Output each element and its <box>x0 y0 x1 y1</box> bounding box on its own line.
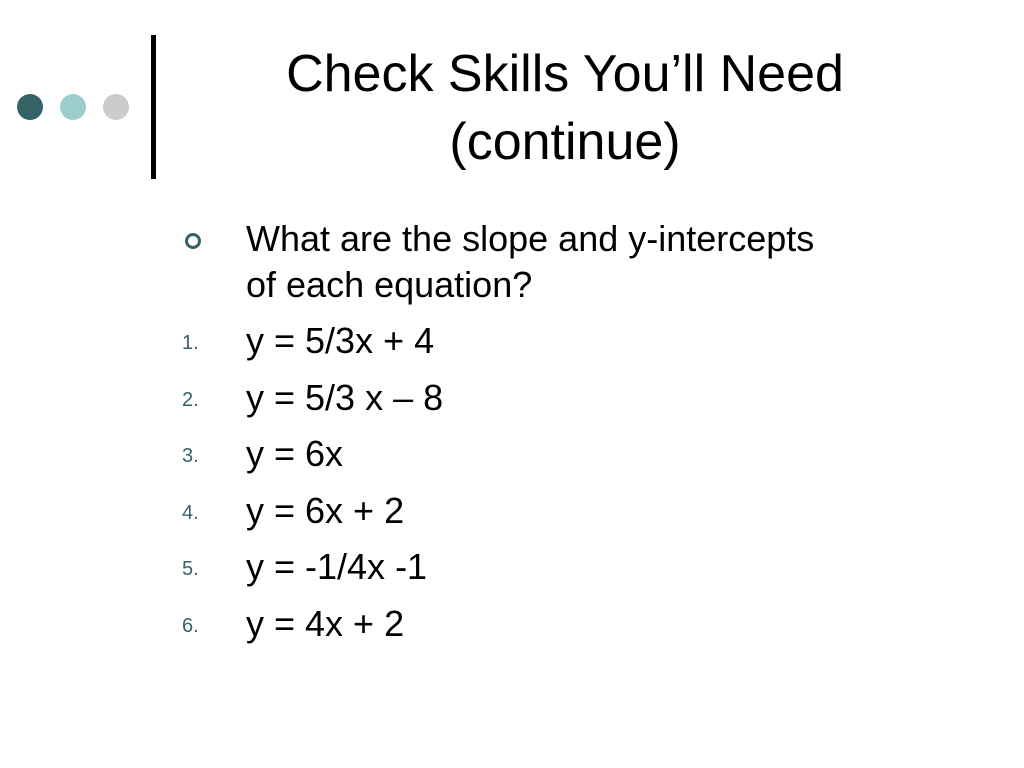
slide-title-line-2: (continue) <box>449 113 681 171</box>
slide-title-line-1: Check Skills You’ll Need <box>286 45 844 103</box>
slide-title <box>180 40 950 176</box>
equation-item <box>180 375 970 421</box>
equation-text: y = -1/4x -1 <box>246 546 428 587</box>
equation-text: y = 4x + 2 <box>246 602 405 644</box>
light-teal-dot-icon <box>60 94 86 120</box>
equation-text: y = 6x <box>246 433 344 474</box>
equation-number: 4. <box>182 501 199 524</box>
equation-item <box>180 601 970 647</box>
equation-number: 2. <box>182 388 199 411</box>
equation-text: y = 5/3 x – 8 <box>246 376 444 418</box>
equation-text: y = 5/3x + 4 <box>246 320 435 361</box>
decoration <box>0 0 180 200</box>
equation-number: 3. <box>182 445 199 467</box>
question-bullet <box>180 216 970 308</box>
equation-list <box>180 318 970 647</box>
equation-item <box>180 488 970 534</box>
equation-item <box>180 318 970 364</box>
slide-content <box>180 216 970 657</box>
equation-number: 1. <box>182 332 199 354</box>
question-text-line-1: What are the slope and y-intercepts <box>246 218 815 259</box>
question-text-line-2: of each equation? <box>246 264 533 305</box>
equation-number: 6. <box>182 614 199 637</box>
hollow-circle-bullet-icon <box>185 233 201 249</box>
dark-teal-dot-icon <box>17 94 43 120</box>
equation-item <box>180 544 970 590</box>
vertical-rule <box>151 35 156 179</box>
gray-dot-icon <box>103 94 129 120</box>
equation-item <box>180 431 970 477</box>
equation-number: 5. <box>182 558 199 580</box>
equation-text: y = 6x + 2 <box>246 489 405 531</box>
